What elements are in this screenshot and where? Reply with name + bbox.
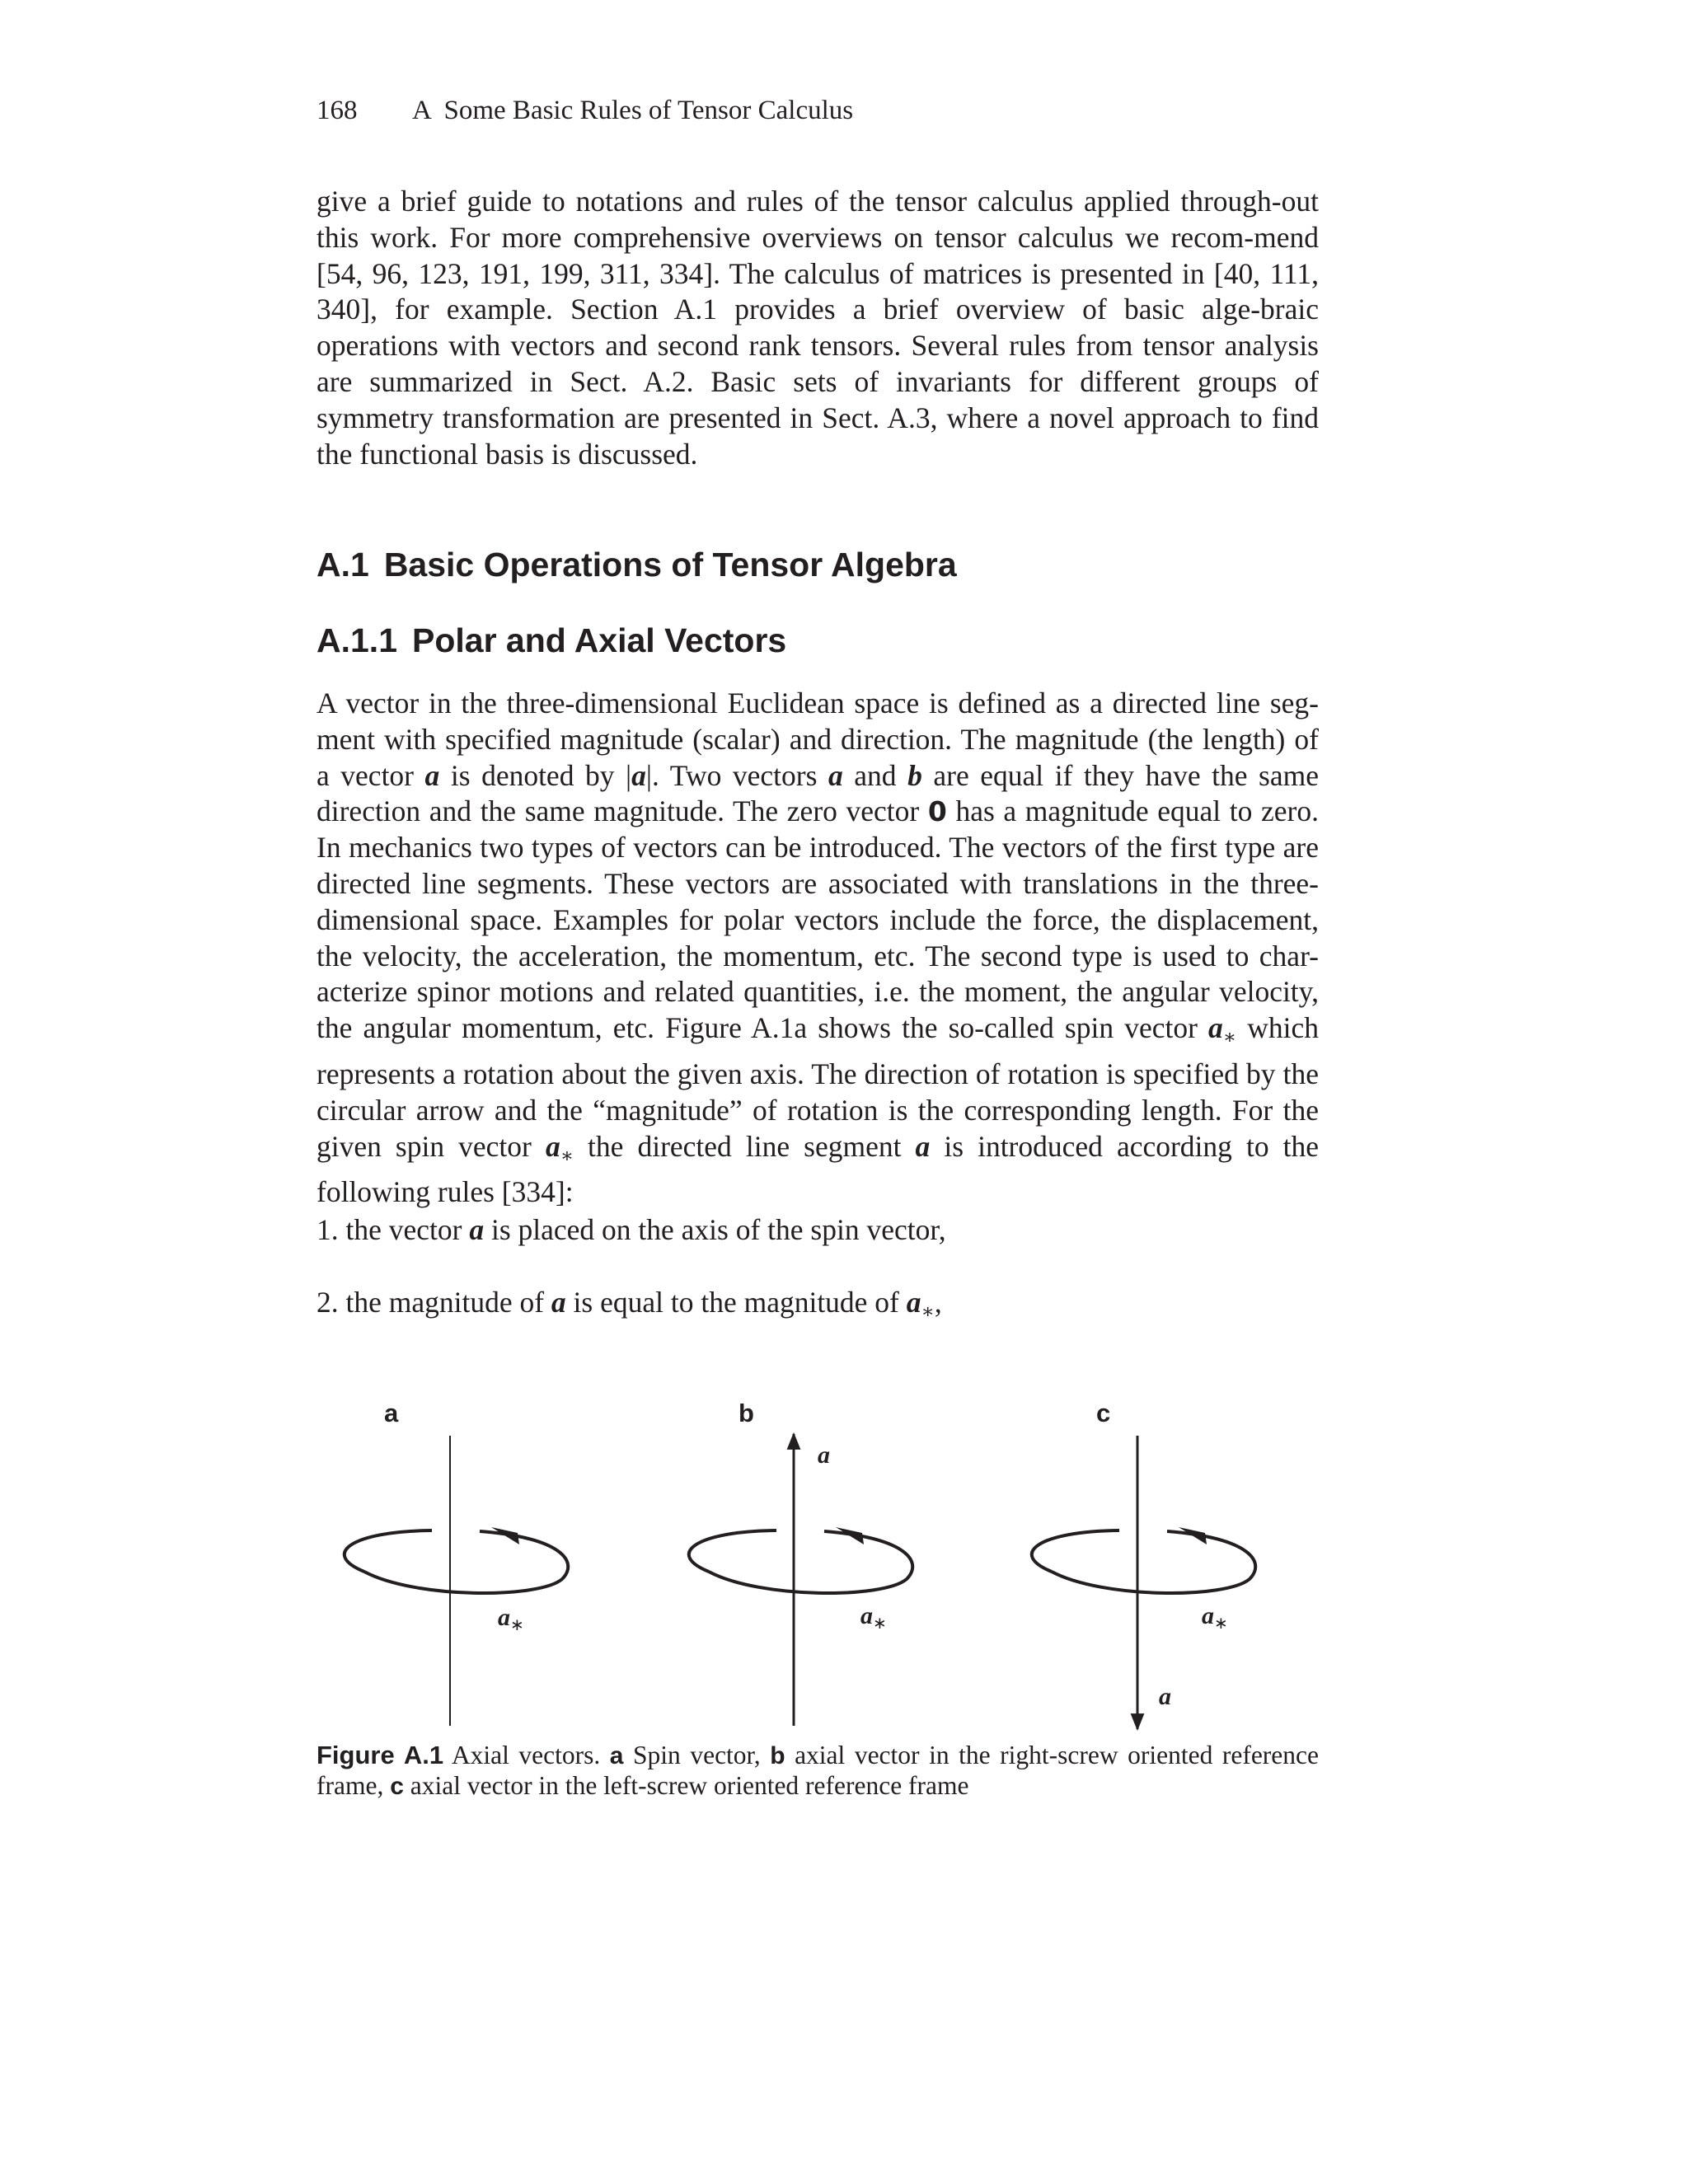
rotation-arrow <box>345 1530 568 1593</box>
subsection-number: A.1.1 <box>316 621 397 659</box>
spin-label: $a_∗$ <box>1202 1602 1228 1633</box>
panel-c <box>1032 1399 1255 1729</box>
spin-star: ∗ <box>1222 1027 1237 1049</box>
body-text: is denoted by | <box>439 758 632 792</box>
body-text: and <box>842 758 908 792</box>
list-text: 2. the magnitude of <box>316 1286 551 1319</box>
intro-paragraph: give a brief guide to notations and rules of the tensor calculus applied through-out this work. For more comprehensive overviews on tensor calculus we recom-mend [54, 96, 123, 191, 199, 311, 334]. The calculus of matrices is presented in [40, 111, 340], for example. Section A.1 provides a brief overview of basic alge-braic operations with vectors and second rank tensors. Several rules from tensor analysis are summarized in Sect. A.2. Basic sets of invariants for different groups of symmetry transformation are presented in Sect. A.3, where a novel approach to find the functional basis is discussed. <box>316 185 1319 471</box>
caption-line-2 <box>316 1771 1319 1802</box>
section-number: A.1 <box>316 546 369 583</box>
caption-key: b <box>770 1742 785 1769</box>
caption-line-1 <box>316 1741 1319 1771</box>
vector-a: a <box>631 758 646 792</box>
spin-vector: a <box>545 1129 560 1163</box>
body-text: which represents a rotation about the given axis. The direction of rotation is specified by the circular arrow and the “magnitude” of rotation is the corresponding length. For the given spin vector <box>316 1011 1320 1163</box>
body-text: has a magnitude equal to zero. In mechanics two types of vectors can be introduced. The vectors of the first type are directed line segments. These vectors are associated with translations in the three-dimensional space. Examples for polar vectors include the force, the displacement, the velocity, the acceleration, the momentum, etc. The second type is used to char-acterize spinor motions and related quantities, i.e. the moment, the angular velocity, the angular momentum, etc. Figure A.1a shows the so-called spin vector <box>316 794 1319 1045</box>
page-number: 168 <box>316 96 358 125</box>
list-item-2 <box>316 1284 942 1330</box>
list-item-1 <box>316 1212 946 1248</box>
caption-text: frame, <box>316 1771 391 1800</box>
vector-label: a <box>1159 1683 1171 1710</box>
rotation-arrow <box>689 1530 912 1593</box>
caption-text: axial vector in the left-screw oriented reference frame <box>403 1771 969 1800</box>
rotation-arrow <box>1032 1530 1255 1593</box>
rotation-arrowhead <box>491 1527 519 1544</box>
spin-star: ∗ <box>560 1145 574 1167</box>
caption-key: a <box>609 1742 624 1769</box>
vector-b: b <box>907 758 922 792</box>
running-head-title: A Some Basic Rules of Tensor Calculus <box>412 96 854 125</box>
caption-text: axial vector in the right-screw oriented reference <box>785 1741 1319 1769</box>
spin-label: $a_∗$ <box>860 1602 887 1633</box>
panel-label-a: a <box>384 1399 399 1427</box>
body-text: are equal if they have the same direction and the same magnitude. The zero vector <box>316 758 1319 828</box>
panel-label-b: b <box>738 1399 754 1427</box>
vector-a: a <box>551 1286 566 1319</box>
body-text: A vector in the three-dimensional Euclidean space is defined as a directed line seg-ment with specified magnitude (scalar) and direction. The magnitude (the length) of a vector <box>316 687 1319 792</box>
spin-vector: a <box>906 1286 921 1319</box>
rotation-arrowhead <box>836 1527 864 1544</box>
figure-caption <box>316 1741 1319 1802</box>
list-text: is equal to the magnitude of <box>565 1286 907 1319</box>
body-text: the directed line segment <box>574 1129 916 1163</box>
vector-a: a <box>424 758 440 792</box>
subsection-heading <box>316 621 786 660</box>
list-text: 1. the vector <box>316 1213 470 1246</box>
vector-a: a <box>828 758 843 792</box>
spin-star: ∗ <box>921 1301 935 1323</box>
body-text: is introduced according to the following rules [334]: <box>316 1129 1320 1209</box>
panel-label-c: c <box>1096 1399 1111 1427</box>
caption-key: c <box>390 1773 404 1800</box>
figure-axial-vectors <box>316 1393 1319 1739</box>
panel-a <box>345 1399 568 1726</box>
rotation-arrowhead <box>1179 1527 1207 1544</box>
list-text: , <box>934 1286 942 1319</box>
zero-vector: 0 <box>927 795 947 828</box>
caption-text: Axial vectors. <box>443 1741 610 1769</box>
spin-label: $a_∗$ <box>498 1604 524 1634</box>
subsection-title: Polar and Axial Vectors <box>412 621 787 659</box>
body-text: |. Two vectors <box>645 758 828 792</box>
running-head <box>316 96 853 126</box>
panel-b <box>689 1399 912 1726</box>
list-text: is placed on the axis of the spin vector, <box>484 1213 946 1246</box>
caption-text: Spin vector, <box>623 1741 771 1769</box>
section-title: Basic Operations of Tensor Algebra <box>383 546 957 583</box>
vector-a: a <box>915 1129 931 1163</box>
body-paragraph <box>316 686 1319 1211</box>
vector-a: a <box>469 1213 485 1246</box>
spin-vector: a <box>1208 1011 1223 1045</box>
caption-label: Figure A.1 <box>316 1741 444 1769</box>
vector-label: a <box>818 1441 830 1469</box>
section-heading <box>316 546 957 584</box>
